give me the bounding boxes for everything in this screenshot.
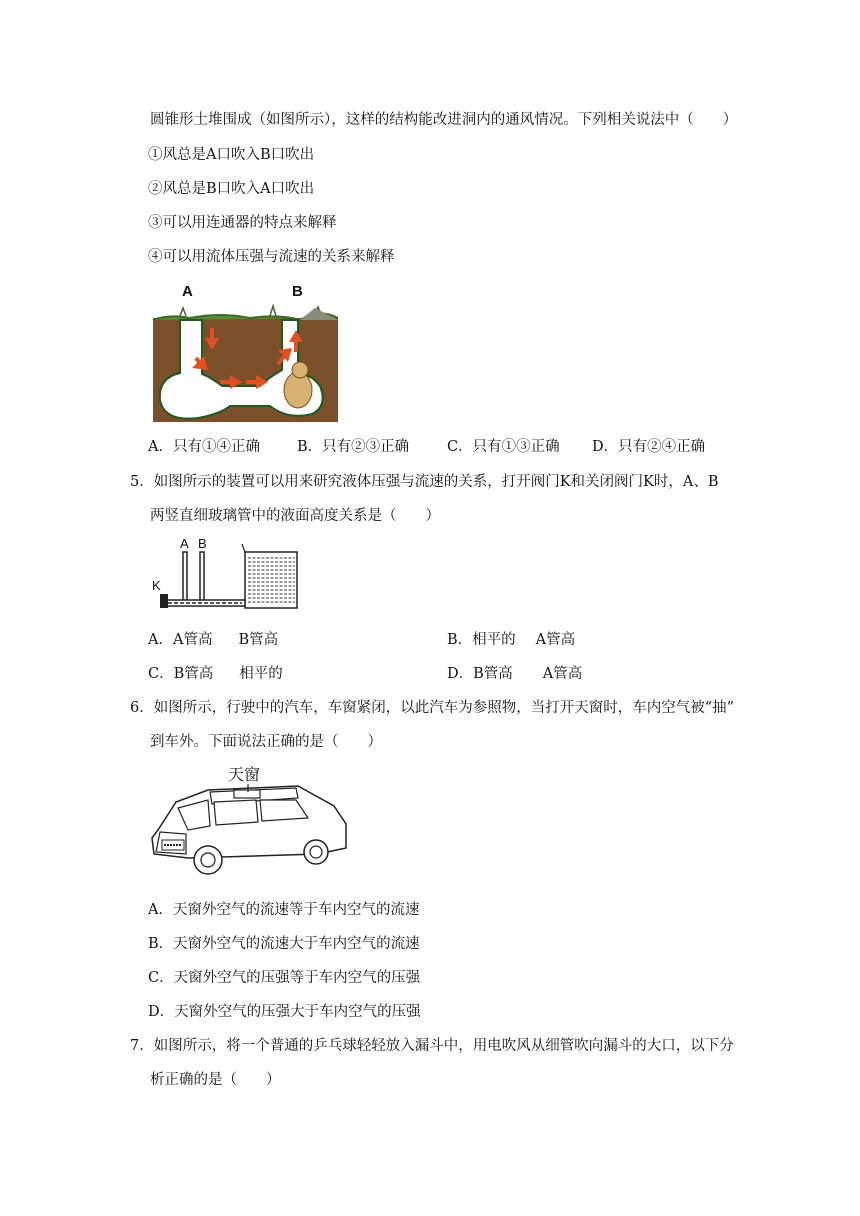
sunroof-label: 天窗 [228,765,261,784]
q4-statement-1: ①风总是A口吹入B口吹出 [148,147,315,163]
car-figure [148,762,353,887]
q6-option-c[interactable]: C．天窗外空气的压强等于车内空气的压强 [148,970,421,986]
q4-option-a[interactable]: A．只有①④正确 [148,439,260,455]
q4-option-b[interactable]: B．只有②③正确 [297,439,410,455]
q5-option-a-letter: A． [148,632,173,648]
q4-option-c[interactable]: C．只有①③正确 [447,439,560,455]
burrow-label-b: B [292,283,303,300]
q6-option-a[interactable]: A．天窗外空气的流速等于车内空气的流速 [148,902,420,918]
tube-label-a: A [180,536,189,551]
q5-option-b-closed: A管高 [535,632,576,648]
q5-option-a-closed: B管高 [238,632,279,648]
q4-intro: 圆锥形土堆围成（如图所示），这样的结构能改进洞内的通风情况。下列相关说法中（ ） [150,112,738,128]
burrow-figure [150,278,340,426]
q6-option-b[interactable]: B．天窗外空气的流速大于车内空气的流速 [148,936,420,952]
tube-label-b: B [198,536,207,551]
q6-stem-line2: 到车外。下面说法正确的是（ ） [150,734,382,750]
q6-option-d[interactable]: D．天窗外空气的压强大于车内空气的压强 [148,1004,421,1020]
q5-option-b[interactable] [447,630,575,650]
q5-stem-line1: 5．如图所示的装置可以用来研究液体压强与流速的关系，打开阀门K和关闭阀门K时，A、B [130,474,719,490]
tube-label-k: K [152,578,161,593]
q4-option-d[interactable]: D．只有②④正确 [592,439,706,455]
q5-option-b-open: 相平的 [472,632,516,648]
q5-option-a-open: A管高 [172,632,213,648]
q5-option-d-closed: A管高 [542,666,583,682]
q7-stem-line1: 7．如图所示，将一个普通的乒乓球轻轻放入漏斗中，用电吹风从细管吹向漏斗的大口，以下分 [130,1038,734,1054]
q5-option-d[interactable] [447,664,582,684]
q5-option-d-open: B管高 [473,666,513,682]
q5-option-c-closed: 相平的 [239,666,283,682]
burrow-label-a: A [182,283,193,300]
tube-figure [150,534,300,614]
q5-stem-line2: 两竖直细玻璃管中的液面高度关系是（ ） [150,508,440,524]
q5-option-b-letter: B． [447,632,473,648]
q4-statement-4: ④可以用流体压强与流速的关系来解释 [148,249,395,265]
q5-option-c-letter: C． [148,666,174,682]
q4-statement-2: ②风总是B口吹入A口吹出 [148,181,315,197]
q6-stem-line1: 6．如图所示，行驶中的汽车，车窗紧闭，以此汽车为参照物，当打开天窗时，车内空气被“抽” [130,700,735,716]
q5-option-c-open: B管高 [173,666,214,682]
q4-statement-3: ③可以用连通器的特点来解释 [148,215,337,231]
q5-option-d-letter: D． [447,666,474,682]
q7-stem-line2: 析正确的是（ ） [150,1072,281,1088]
q5-option-c[interactable] [148,664,283,684]
q5-option-a[interactable] [148,630,278,650]
